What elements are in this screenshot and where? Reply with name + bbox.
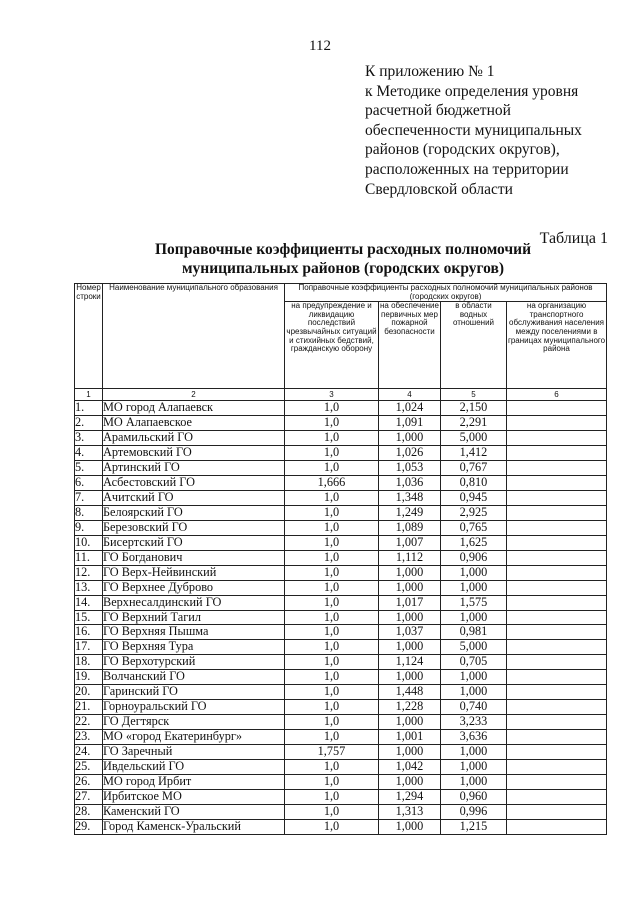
transport-coefficient-cell	[507, 550, 607, 565]
municipality-name-cell: Белоярский ГО	[103, 505, 285, 520]
transport-coefficient-cell	[507, 670, 607, 685]
table-row	[75, 461, 607, 476]
emergency-coefficient-cell: 1,0	[285, 775, 379, 790]
table-row	[75, 446, 607, 461]
water-relations-coefficient-cell: 5,000	[441, 431, 507, 446]
transport-coefficient-cell	[507, 745, 607, 760]
fire-safety-coefficient-cell: 1,091	[379, 416, 441, 431]
water-relations-coefficient-cell: 0,906	[441, 550, 507, 565]
table-row	[75, 760, 607, 775]
column-number: 4	[379, 389, 441, 401]
emergency-coefficient-cell: 1,0	[285, 789, 379, 804]
water-relations-coefficient-cell: 1,000	[441, 565, 507, 580]
emergency-coefficient-cell: 1,0	[285, 804, 379, 819]
water-relations-coefficient-cell: 0,767	[441, 461, 507, 476]
table-row	[75, 819, 607, 834]
municipality-name-cell: Березовский ГО	[103, 520, 285, 535]
transport-coefficient-cell	[507, 625, 607, 640]
emergency-coefficient-cell: 1,0	[285, 730, 379, 745]
row-number-cell: 11.	[75, 550, 103, 565]
appendix-line: к Методике определения уровня	[365, 82, 579, 100]
transport-coefficient-cell	[507, 401, 607, 416]
fire-safety-coefficient-cell: 1,000	[379, 715, 441, 730]
municipality-name-cell: МО Алапаевское	[103, 416, 285, 431]
water-relations-coefficient-cell: 0,960	[441, 789, 507, 804]
municipality-name-cell: ГО Верх-Нейвинский	[103, 565, 285, 580]
row-number-cell: 8.	[75, 505, 103, 520]
water-relations-coefficient-cell: 3,636	[441, 730, 507, 745]
municipality-name-cell: ГО Дегтярск	[103, 715, 285, 730]
transport-coefficient-cell	[507, 655, 607, 670]
water-relations-coefficient-cell: 0,981	[441, 625, 507, 640]
transport-coefficient-cell	[507, 730, 607, 745]
title-line: Поправочные коэффициенты расходных полномочий	[154, 241, 532, 258]
municipality-name-cell: Верхнесалдинский ГО	[103, 595, 285, 610]
fire-safety-coefficient-cell: 1,000	[379, 819, 441, 834]
column-number: 2	[103, 389, 285, 401]
emergency-coefficient-cell: 1,0	[285, 595, 379, 610]
transport-coefficient-cell	[507, 595, 607, 610]
fire-safety-coefficient-cell: 1,124	[379, 655, 441, 670]
table-row	[75, 655, 607, 670]
coefficients-table	[74, 283, 607, 835]
table-row	[75, 730, 607, 745]
water-relations-coefficient-cell: 1,000	[441, 775, 507, 790]
table-row	[75, 520, 607, 535]
row-number-cell: 1.	[75, 401, 103, 416]
row-number-cell: 26.	[75, 775, 103, 790]
fire-safety-coefficient-cell: 1,000	[379, 610, 441, 625]
municipality-name-cell: ГО Верхнее Дуброво	[103, 580, 285, 595]
row-number-cell: 2.	[75, 416, 103, 431]
emergency-coefficient-cell: 1,0	[285, 655, 379, 670]
water-relations-coefficient-cell: 0,740	[441, 700, 507, 715]
transport-coefficient-cell	[507, 640, 607, 655]
table-row	[75, 775, 607, 790]
fire-safety-coefficient-cell: 1,024	[379, 401, 441, 416]
emergency-coefficient-cell: 1,0	[285, 640, 379, 655]
municipality-name-cell: Ивдельский ГО	[103, 760, 285, 775]
table-row	[75, 505, 607, 520]
transport-coefficient-cell	[507, 804, 607, 819]
row-number-cell: 16.	[75, 625, 103, 640]
water-relations-coefficient-cell: 0,810	[441, 475, 507, 490]
municipality-name-cell: ГО Верхняя Пышма	[103, 625, 285, 640]
water-relations-coefficient-cell: 2,925	[441, 505, 507, 520]
transport-coefficient-cell	[507, 819, 607, 834]
table-row	[75, 625, 607, 640]
transport-coefficient-cell	[507, 760, 607, 775]
table-row	[75, 580, 607, 595]
transport-coefficient-cell	[507, 461, 607, 476]
fire-safety-coefficient-cell: 1,036	[379, 475, 441, 490]
emergency-coefficient-cell: 1,0	[285, 520, 379, 535]
municipality-name-cell: Город Каменск-Уральский	[103, 819, 285, 834]
water-relations-coefficient-cell: 1,000	[441, 670, 507, 685]
transport-coefficient-cell	[507, 565, 607, 580]
water-relations-coefficient-cell: 0,945	[441, 490, 507, 505]
row-number-cell: 13.	[75, 580, 103, 595]
header-group: Поправочные коэффициенты расходных полномочий муниципальных районов (городских округов)	[285, 284, 607, 302]
fire-safety-coefficient-cell: 1,000	[379, 640, 441, 655]
row-number-cell: 10.	[75, 535, 103, 550]
municipality-name-cell: Асбестовский ГО	[103, 475, 285, 490]
transport-coefficient-cell	[507, 580, 607, 595]
fire-safety-coefficient-cell: 1,000	[379, 745, 441, 760]
table-row	[75, 640, 607, 655]
transport-coefficient-cell	[507, 490, 607, 505]
row-number-cell: 14.	[75, 595, 103, 610]
water-relations-coefficient-cell: 1,000	[441, 745, 507, 760]
municipality-name-cell: Бисертский ГО	[103, 535, 285, 550]
row-number-cell: 20.	[75, 685, 103, 700]
municipality-name-cell: МО город Ирбит	[103, 775, 285, 790]
transport-coefficient-cell	[507, 685, 607, 700]
municipality-name-cell: Волчанский ГО	[103, 670, 285, 685]
emergency-coefficient-cell: 1,0	[285, 535, 379, 550]
header-col6: на организацию транспортного обслуживания населения между поселениями в границах муниципального района	[507, 302, 607, 389]
emergency-coefficient-cell: 1,0	[285, 610, 379, 625]
transport-coefficient-cell	[507, 775, 607, 790]
appendix-line: К приложению № 1	[365, 63, 495, 80]
transport-coefficient-cell	[507, 520, 607, 535]
emergency-coefficient-cell: 1,0	[285, 446, 379, 461]
row-number-cell: 5.	[75, 461, 103, 476]
row-number-cell: 29.	[75, 819, 103, 834]
emergency-coefficient-cell: 1,0	[285, 625, 379, 640]
municipality-name-cell: Артинский ГО	[103, 461, 285, 476]
water-relations-coefficient-cell: 1,000	[441, 610, 507, 625]
fire-safety-coefficient-cell: 1,294	[379, 789, 441, 804]
fire-safety-coefficient-cell: 1,448	[379, 685, 441, 700]
municipality-name-cell: ГО Верхотурский	[103, 655, 285, 670]
fire-safety-coefficient-cell: 1,313	[379, 804, 441, 819]
table-row	[75, 490, 607, 505]
column-number: 1	[75, 389, 103, 401]
fire-safety-coefficient-cell: 1,000	[379, 775, 441, 790]
column-number: 3	[285, 389, 379, 401]
transport-coefficient-cell	[507, 446, 607, 461]
table-row	[75, 700, 607, 715]
emergency-coefficient-cell: 1,0	[285, 490, 379, 505]
appendix-line: расположенных на территории	[365, 160, 569, 178]
row-number-cell: 17.	[75, 640, 103, 655]
column-number: 6	[507, 389, 607, 401]
header-row-number: Номер строки	[75, 284, 103, 389]
fire-safety-coefficient-cell: 1,037	[379, 625, 441, 640]
water-relations-coefficient-cell: 1,000	[441, 760, 507, 775]
municipality-name-cell: Каменский ГО	[103, 804, 285, 819]
appendix-line: расчетной бюджетной	[365, 102, 511, 120]
municipality-name-cell: Ирбитское МО	[103, 789, 285, 804]
appendix-line: Свердловской области	[365, 180, 513, 198]
municipality-name-cell: Арамильский ГО	[103, 431, 285, 446]
fire-safety-coefficient-cell: 1,007	[379, 535, 441, 550]
column-number: 5	[441, 389, 507, 401]
row-number-cell: 19.	[75, 670, 103, 685]
water-relations-coefficient-cell: 1,625	[441, 535, 507, 550]
water-relations-coefficient-cell: 1,000	[441, 685, 507, 700]
table-body	[75, 401, 607, 835]
municipality-name-cell: МО «город Екатеринбург»	[103, 730, 285, 745]
water-relations-coefficient-cell: 0,996	[441, 804, 507, 819]
header-col5: в области водных отношений	[441, 302, 507, 389]
water-relations-coefficient-cell: 1,412	[441, 446, 507, 461]
table-row	[75, 715, 607, 730]
table-row	[75, 550, 607, 565]
fire-safety-coefficient-cell: 1,348	[379, 490, 441, 505]
row-number-cell: 28.	[75, 804, 103, 819]
emergency-coefficient-cell: 1,757	[285, 745, 379, 760]
fire-safety-coefficient-cell: 1,042	[379, 760, 441, 775]
table-label: Таблица 1	[539, 230, 608, 247]
fire-safety-coefficient-cell: 1,017	[379, 595, 441, 610]
title-line: муниципальных районов (городских округов)	[181, 260, 505, 277]
emergency-coefficient-cell: 1,0	[285, 565, 379, 580]
municipality-name-cell: ГО Богданович	[103, 550, 285, 565]
table-row	[75, 670, 607, 685]
row-number-cell: 27.	[75, 789, 103, 804]
row-number-cell: 25.	[75, 760, 103, 775]
transport-coefficient-cell	[507, 475, 607, 490]
emergency-coefficient-cell: 1,0	[285, 685, 379, 700]
table-row	[75, 685, 607, 700]
header-name: Наименование муниципального образования	[103, 284, 285, 389]
row-number-cell: 15.	[75, 610, 103, 625]
appendix-line: обеспеченности муниципальных	[365, 121, 582, 139]
emergency-coefficient-cell: 1,0	[285, 715, 379, 730]
table-row	[75, 804, 607, 819]
table-row	[75, 431, 607, 446]
transport-coefficient-cell	[507, 700, 607, 715]
municipality-name-cell: МО город Алапаевск	[103, 401, 285, 416]
row-number-cell: 23.	[75, 730, 103, 745]
transport-coefficient-cell	[507, 431, 607, 446]
transport-coefficient-cell	[507, 535, 607, 550]
water-relations-coefficient-cell: 0,765	[441, 520, 507, 535]
row-number-cell: 4.	[75, 446, 103, 461]
appendix-note	[365, 62, 625, 199]
transport-coefficient-cell	[507, 715, 607, 730]
fire-safety-coefficient-cell: 1,001	[379, 730, 441, 745]
transport-coefficient-cell	[507, 416, 607, 431]
water-relations-coefficient-cell: 2,291	[441, 416, 507, 431]
row-number-cell: 12.	[75, 565, 103, 580]
emergency-coefficient-cell: 1,0	[285, 401, 379, 416]
table-row	[75, 595, 607, 610]
emergency-coefficient-cell: 1,0	[285, 461, 379, 476]
row-number-cell: 24.	[75, 745, 103, 760]
table-row	[75, 535, 607, 550]
municipality-name-cell: Ачитский ГО	[103, 490, 285, 505]
row-number-cell: 21.	[75, 700, 103, 715]
row-number-cell: 7.	[75, 490, 103, 505]
table-row	[75, 401, 607, 416]
header-col3: на предупреждение и ликвидацию последствий чрезвычайных ситуаций и стихийных бедствий, гражданскую оборону	[285, 302, 379, 389]
municipality-name-cell: ГО Заречный	[103, 745, 285, 760]
row-number-cell: 9.	[75, 520, 103, 535]
water-relations-coefficient-cell: 1,575	[441, 595, 507, 610]
emergency-coefficient-cell: 1,0	[285, 550, 379, 565]
water-relations-coefficient-cell: 1,215	[441, 819, 507, 834]
emergency-coefficient-cell: 1,0	[285, 670, 379, 685]
emergency-coefficient-cell: 1,666	[285, 475, 379, 490]
water-relations-coefficient-cell: 5,000	[441, 640, 507, 655]
appendix-line: районов (городских округов),	[365, 141, 560, 159]
page-number: 112	[309, 38, 331, 54]
emergency-coefficient-cell: 1,0	[285, 700, 379, 715]
header-col4: на обеспечение первичных мер пожарной безопасности	[379, 302, 441, 389]
municipality-name-cell: ГО Верхний Тагил	[103, 610, 285, 625]
fire-safety-coefficient-cell: 1,053	[379, 461, 441, 476]
municipality-name-cell: Горноуральский ГО	[103, 700, 285, 715]
emergency-coefficient-cell: 1,0	[285, 505, 379, 520]
table-row	[75, 789, 607, 804]
table-row	[75, 745, 607, 760]
fire-safety-coefficient-cell: 1,228	[379, 700, 441, 715]
transport-coefficient-cell	[507, 789, 607, 804]
row-number-cell: 18.	[75, 655, 103, 670]
municipality-name-cell: Артемовский ГО	[103, 446, 285, 461]
municipality-name-cell: ГО Верхняя Тура	[103, 640, 285, 655]
emergency-coefficient-cell: 1,0	[285, 431, 379, 446]
fire-safety-coefficient-cell: 1,112	[379, 550, 441, 565]
water-relations-coefficient-cell: 3,233	[441, 715, 507, 730]
fire-safety-coefficient-cell: 1,000	[379, 565, 441, 580]
fire-safety-coefficient-cell: 1,000	[379, 670, 441, 685]
water-relations-coefficient-cell: 1,000	[441, 580, 507, 595]
fire-safety-coefficient-cell: 1,249	[379, 505, 441, 520]
fire-safety-coefficient-cell: 1,089	[379, 520, 441, 535]
row-number-cell: 22.	[75, 715, 103, 730]
water-relations-coefficient-cell: 2,150	[441, 401, 507, 416]
row-number-cell: 3.	[75, 431, 103, 446]
fire-safety-coefficient-cell: 1,000	[379, 580, 441, 595]
emergency-coefficient-cell: 1,0	[285, 819, 379, 834]
water-relations-coefficient-cell: 0,705	[441, 655, 507, 670]
document-title	[0, 240, 640, 278]
emergency-coefficient-cell: 1,0	[285, 416, 379, 431]
transport-coefficient-cell	[507, 610, 607, 625]
municipality-name-cell: Гаринский ГО	[103, 685, 285, 700]
transport-coefficient-cell	[507, 505, 607, 520]
table-row	[75, 610, 607, 625]
row-number-cell: 6.	[75, 475, 103, 490]
fire-safety-coefficient-cell: 1,026	[379, 446, 441, 461]
fire-safety-coefficient-cell: 1,000	[379, 431, 441, 446]
table-row	[75, 416, 607, 431]
emergency-coefficient-cell: 1,0	[285, 580, 379, 595]
emergency-coefficient-cell: 1,0	[285, 760, 379, 775]
table-row	[75, 475, 607, 490]
table-row	[75, 565, 607, 580]
